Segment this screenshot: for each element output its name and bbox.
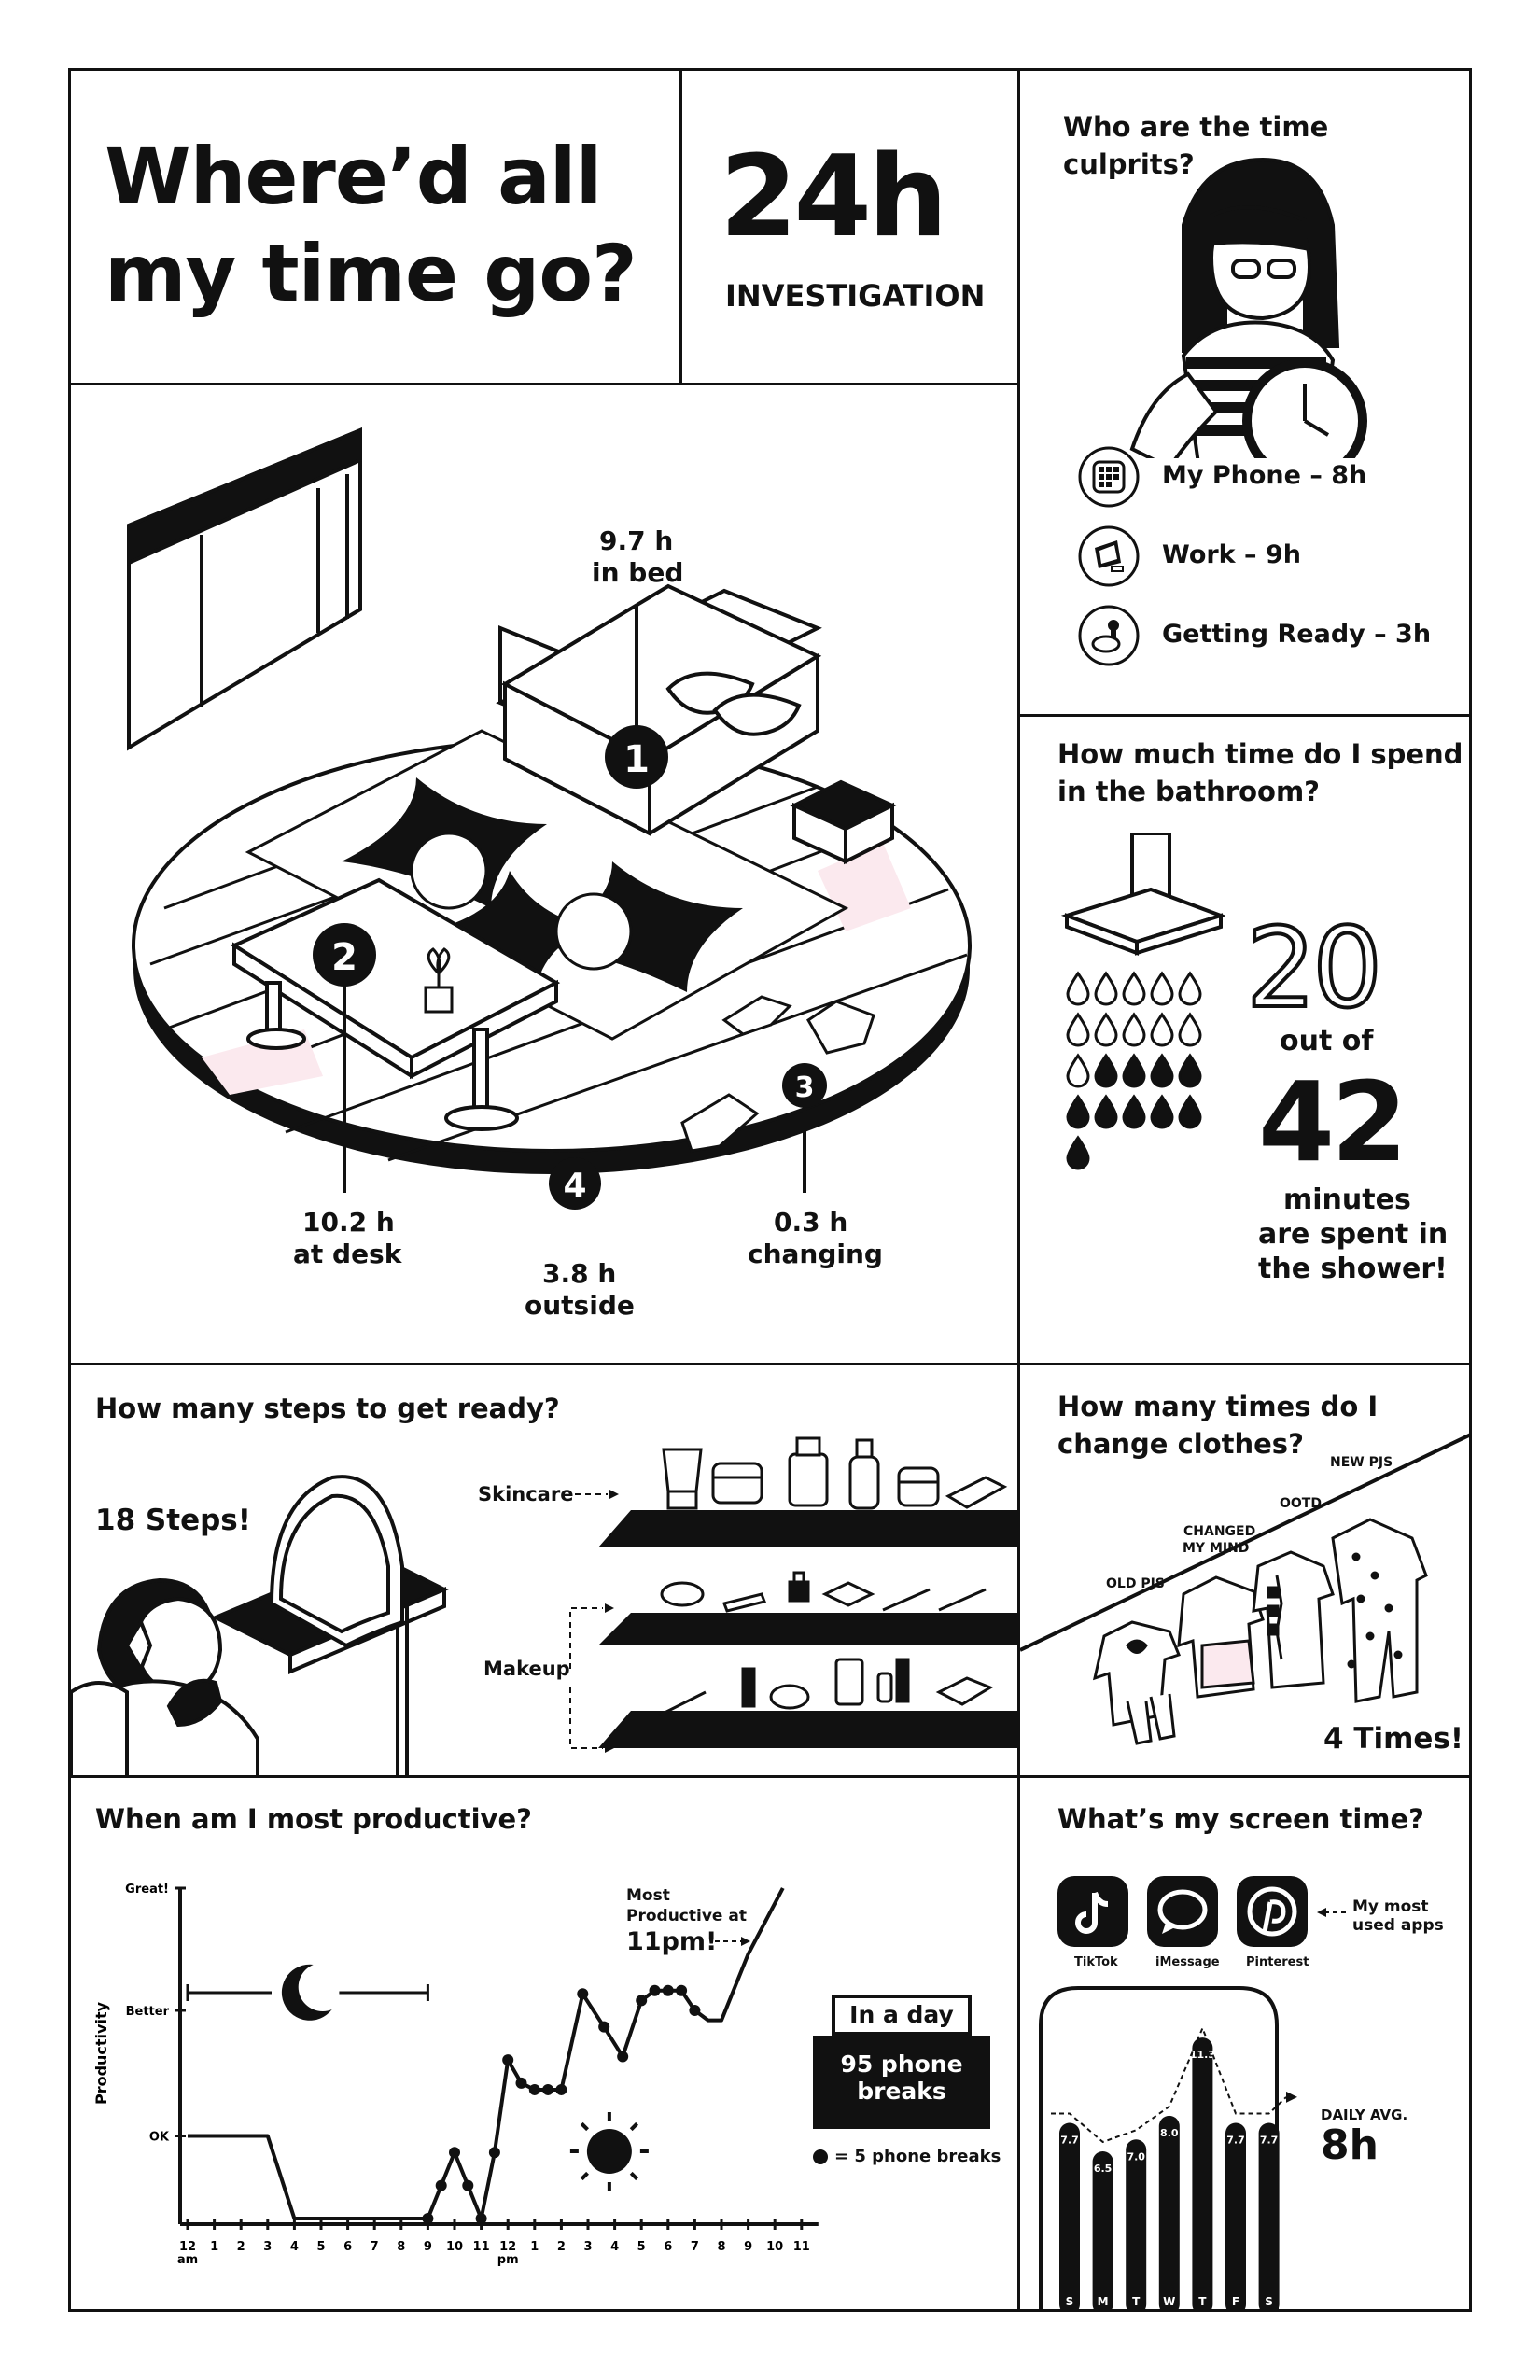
marker-4 (549, 1157, 601, 1210)
productivity-panel (68, 1775, 1020, 2312)
productivity-question: When am I most productive? (95, 1803, 532, 1835)
bar-category-label: F (1231, 2295, 1240, 2308)
shower-drop-filled (1096, 1056, 1116, 1086)
label-ootd: OOTD (1280, 1496, 1322, 1511)
bar-value-label: 7.7 (1060, 2134, 1079, 2147)
label-changed-2: MY MIND (1183, 1541, 1250, 1556)
phone-break-marker (502, 2054, 513, 2065)
app-label-imessage: iMessage (1155, 1955, 1220, 1969)
x-tick-label: 10 (445, 2240, 464, 2254)
bar-value-label: 7.0 (1127, 2150, 1145, 2163)
vanity-illustration (71, 1365, 1020, 1778)
x-tick-label: 1 (210, 2240, 219, 2254)
sun-ray (581, 2123, 587, 2129)
shower-drop-filled (1180, 1056, 1200, 1086)
bar-value-label: 7.7 (1259, 2134, 1279, 2147)
culprit-work-label: Work – 9h (1162, 540, 1301, 569)
callout-line1: Most (626, 1886, 670, 1905)
svg-text:2: 2 (331, 936, 357, 979)
title-panel (68, 68, 682, 385)
shower-drop-filled (1096, 1097, 1116, 1127)
x-tick-label: 7 (690, 2240, 699, 2254)
x-tick-label: 6 (343, 2240, 353, 2254)
bar-category-label: S (1265, 2295, 1273, 2308)
phone-break-marker (516, 2078, 527, 2089)
shower-drop-filled (1068, 1138, 1088, 1169)
phone-breaks-line1: 95 phone (840, 2051, 963, 2078)
x-tick-label: 8 (397, 2240, 406, 2254)
x-tick-label: 8 (717, 2240, 726, 2254)
bathroom-question-line2: in the bathroom? (1057, 776, 1320, 807)
shelves (598, 1510, 1020, 1748)
x-tick-label: 6 (664, 2240, 673, 2254)
steps-question: How many steps to get ready? (95, 1393, 560, 1424)
page-title-line2: my time go? (105, 228, 637, 319)
x-tick-label: 10 (766, 2240, 784, 2254)
total-minutes-number: 42 (1258, 1057, 1405, 1186)
sun-ray (581, 2173, 587, 2178)
phone-break-marker (598, 2022, 609, 2033)
label-new-pjs: NEW PJS (1330, 1455, 1393, 1470)
marker-3 (782, 1063, 827, 1108)
shower-drop-empty (1152, 973, 1172, 1004)
callout-line3: 11pm! (626, 1927, 718, 1956)
phone-break-marker (476, 2213, 487, 2224)
screen-time-chart (1020, 1778, 1472, 2312)
shower-minutes-number: 20 (1246, 903, 1379, 1032)
screen-time-bar (1192, 2037, 1212, 2312)
shower-drop-empty (1124, 973, 1144, 1004)
arrow-lines (570, 1494, 608, 1748)
culprits-question: Who are the time culprits? (1063, 111, 1329, 180)
shower-drop-empty (1068, 973, 1088, 1004)
girl-with-clock-illustration (1020, 150, 1472, 458)
skincare-products (664, 1438, 1004, 1508)
phone-break-marker (617, 2051, 628, 2063)
marker-1 (605, 725, 668, 789)
bar-category-label: W (1163, 2295, 1176, 2308)
y-tick-label: Better (125, 2004, 169, 2019)
x-tick-label: 3 (263, 2240, 273, 2254)
window-icon (129, 430, 360, 748)
phone-break-marker (650, 1985, 661, 1996)
x-tick-label: 12 (178, 2240, 197, 2254)
shower-illustration (1057, 833, 1225, 1337)
clothes-panel (1017, 1363, 1472, 1778)
x-tick-label: 4 (289, 2240, 299, 2254)
shower-drop-empty (1096, 1015, 1116, 1045)
x-tick-label: 9 (744, 2240, 753, 2254)
daily-avg-label: DAILY AVG. (1321, 2107, 1408, 2123)
makeup-icon (1076, 603, 1141, 668)
x-tick-label: 1 (530, 2240, 539, 2254)
culprit-row-phone (1076, 444, 1449, 510)
x-tick-label: 7 (370, 2240, 379, 2254)
phone-breaks-line2: breaks (857, 2078, 946, 2105)
shower-drop-empty (1180, 973, 1200, 1004)
phone-break-marker (489, 2147, 500, 2158)
desk-hours: 10.2 h (302, 1207, 395, 1238)
marker-2 (313, 923, 376, 987)
x-tick-label: 9 (423, 2240, 432, 2254)
page-title-line1: Where’d all (105, 131, 602, 222)
bar-value-label: 8.0 (1160, 2126, 1179, 2139)
steps-count: 18 Steps! (95, 1504, 251, 1537)
screen-time-bar (1126, 2139, 1146, 2312)
in-a-day-box (832, 1995, 972, 2036)
shower-drop-filled (1068, 1097, 1088, 1127)
bar-category-label: M (1097, 2295, 1109, 2308)
phone-break-marker (422, 2213, 433, 2224)
svg-text:1: 1 (623, 738, 650, 781)
culprit-row-work (1076, 524, 1449, 589)
bar-value-label: 6.5 (1093, 2163, 1113, 2175)
shower-drop-empty (1096, 973, 1116, 1004)
bathroom-question-line1: How much time do I spend (1057, 738, 1463, 770)
shower-drop-empty (1180, 1015, 1200, 1045)
x-tick-label: 2 (236, 2240, 245, 2254)
x-tick-label: 12 (499, 2240, 517, 2254)
culprits-panel (1017, 68, 1472, 717)
app-label-tiktok: TikTok (1074, 1955, 1118, 1969)
phone-break-marker (529, 2084, 540, 2095)
culprit-phone-label: My Phone – 8h (1162, 461, 1367, 490)
outside-hours: 3.8 h (542, 1258, 617, 1289)
makeup-products-row2 (659, 1659, 990, 1715)
shower-drop-empty (1152, 1015, 1172, 1045)
clothes-question-line2: change clothes? (1057, 1428, 1304, 1460)
screen-time-bar (1225, 2123, 1246, 2312)
bar-category-label: T (1132, 2295, 1141, 2308)
clothesline-illustration (1020, 1365, 1472, 1778)
bar-value-label: 11.3 (1189, 2049, 1215, 2062)
y-tick-label: Great! (125, 1883, 169, 1897)
hanging-clothes (1095, 1519, 1426, 1743)
phone-breaks-legend: = 5 phone breaks (834, 2147, 1001, 2166)
phone-break-marker (663, 1985, 674, 1996)
apps-note-line2: used apps (1352, 1916, 1444, 1935)
shower-drop-filled (1124, 1056, 1144, 1086)
sun-icon (587, 2129, 632, 2174)
svg-text:4: 4 (563, 1167, 587, 1205)
phone-break-marker (436, 2180, 447, 2191)
apps-note-line1: My most (1352, 1897, 1429, 1916)
x-tick-label: 2 (556, 2240, 566, 2254)
x-tick-label: 3 (583, 2240, 593, 2254)
x-tick-sublabel: am (176, 2253, 199, 2267)
shower-drop-empty (1124, 1015, 1144, 1045)
x-tick-label: 5 (316, 2240, 326, 2254)
phone-break-marker (449, 2147, 460, 2158)
callout-arrow-head (741, 1937, 750, 1946)
shower-drops (1068, 973, 1200, 1169)
shower-drop-filled (1180, 1097, 1200, 1127)
bathroom-panel (1017, 714, 1472, 1365)
app-label-pinterest: Pinterest (1246, 1955, 1309, 1969)
steps-panel (68, 1363, 1020, 1778)
shower-drop-filled (1152, 1097, 1172, 1127)
bar-value-label: 7.7 (1226, 2134, 1245, 2147)
x-tick-label: 4 (610, 2240, 620, 2254)
header-24h-panel (679, 68, 1020, 385)
phone-breaks-box (813, 2036, 990, 2129)
phone-break-marker (676, 1985, 687, 1996)
shower-text: the shower! (1258, 1253, 1448, 1285)
changing-caption: changing (748, 1239, 883, 1269)
big-24h: 24h (720, 133, 945, 262)
label-old-pjs: OLD PJS (1106, 1576, 1165, 1591)
bed-hours: 9.7 h (599, 525, 674, 556)
screen-time-question: What’s my screen time? (1057, 1803, 1425, 1835)
y-tick-label: OK (148, 2130, 169, 2145)
phone-break-marker (542, 2084, 553, 2095)
girl-at-vanity (71, 1477, 444, 1778)
daily-avg-value: 8h (1321, 2121, 1379, 2169)
outside-caption: outside (525, 1290, 635, 1321)
phone-break-marker (636, 1995, 647, 2006)
sun-ray (631, 2123, 637, 2129)
trend-arrow-head (1286, 2092, 1297, 2103)
bed-caption: in bed (592, 557, 684, 588)
y-axis-label: Productivity (92, 2001, 110, 2106)
skincare-label: Skincare (478, 1483, 574, 1505)
phone-break-marker (577, 1988, 588, 1999)
clothes-question-line1: How many times do I (1057, 1391, 1379, 1422)
phone-apps-icon (1076, 444, 1141, 510)
sun-ray (631, 2173, 637, 2178)
culprit-ready-label: Getting Ready – 3h (1162, 620, 1432, 649)
shower-drop-empty (1068, 1015, 1088, 1045)
shower-drop-empty (1068, 1056, 1088, 1086)
bar-category-label: S (1065, 2295, 1074, 2308)
room-illustration (71, 385, 1020, 1365)
computer-icon (1076, 524, 1141, 589)
label-changed-1: CHANGED (1183, 1524, 1256, 1539)
legend-dot-icon (813, 2149, 828, 2164)
bar-category-label: T (1198, 2295, 1207, 2308)
shower-drop-filled (1152, 1056, 1172, 1086)
screen-time-bar (1093, 2151, 1113, 2312)
makeup-label: Makeup (483, 1658, 570, 1680)
moon-icon (282, 1965, 332, 2021)
phone-break-marker (689, 2005, 700, 2016)
investigation-label: INVESTIGATION (725, 278, 986, 314)
desk-caption: at desk (293, 1239, 402, 1269)
in-a-day-label: In a day (849, 2001, 954, 2028)
screen-time-bar (1259, 2123, 1280, 2312)
callout-line2: Productive at (626, 1907, 747, 1925)
changing-hours: 0.3 h (774, 1207, 848, 1238)
x-tick-label: 11 (472, 2240, 490, 2254)
culprit-row-ready (1076, 603, 1449, 668)
out-of-text: out of (1280, 1025, 1374, 1057)
phone-break-marker (555, 2084, 567, 2095)
screen-time-bar (1159, 2116, 1180, 2312)
x-tick-label: 11 (792, 2240, 810, 2254)
phone-break-marker (462, 2180, 473, 2191)
clothes-count: 4 Times! (1323, 1722, 1464, 1756)
x-tick-label: 5 (637, 2240, 646, 2254)
room-panel (68, 383, 1020, 1365)
x-tick-sublabel: pm (497, 2253, 519, 2267)
minutes-text: minutes (1283, 1183, 1411, 1216)
screen-time-bar (1059, 2123, 1080, 2312)
spent-text: are spent in (1258, 1218, 1449, 1251)
makeup-products-row1 (662, 1573, 986, 1611)
screen-time-panel (1017, 1775, 1472, 2312)
svg-text:3: 3 (794, 1071, 815, 1104)
shower-drop-filled (1124, 1097, 1144, 1127)
